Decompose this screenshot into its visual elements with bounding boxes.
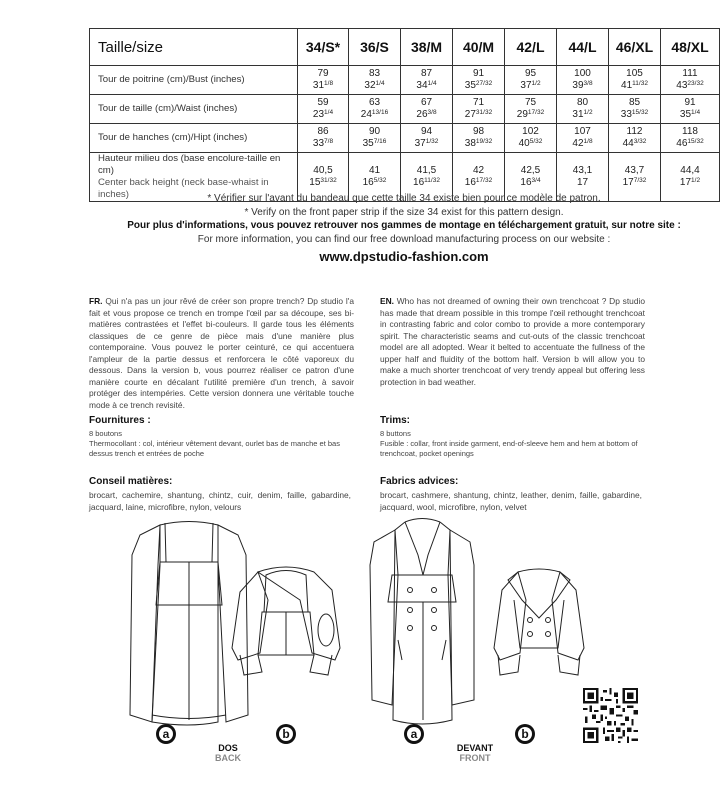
inch-value <box>557 138 608 150</box>
inch-whole: 34 <box>416 80 428 91</box>
size-value-cell <box>505 124 557 153</box>
size-header: 42/L <box>505 29 557 66</box>
inch-fraction: 17/32 <box>475 177 493 184</box>
inch-whole: 17 <box>622 177 634 188</box>
size-value-cell <box>505 66 557 95</box>
info-fr: Pour plus d'informations, vous pouvez retrouver nos gammes de montage en téléchargement gratuit, sur notre site : <box>127 220 681 231</box>
inch-fraction: 31/32 <box>320 177 337 184</box>
inch-whole: 31 <box>572 109 584 120</box>
supplies-text-fr <box>89 429 359 459</box>
size-row <box>90 124 720 153</box>
inch-whole: 17 <box>576 177 589 188</box>
cm-value: 83 <box>368 68 381 79</box>
size-header: 44/L <box>557 29 609 66</box>
inch-whole: 44 <box>622 138 634 149</box>
inch-fraction: 1/4 <box>691 109 701 116</box>
fr-text: Qui n'a pas un jour rêvé de créer son propre trench? Dp studio l'a fait et vous propose ce trench en trompe l'œil par sa découpe, ses bi-matières contrastées et l'effet bi-couleurs. Il garde tous les éléments classiques de ce genre de pièce mais d'une manière plus contemporaine. Vous pouvez le porter ceinturé, ce qui accentuera l'ampleur de la partie dessus et renforcera le côté vaporeux du dessous. Dans la version b, vous pourrez réaliser ce patron d'une manière courte en décalant l'utilité première d'un trench, à savoir protéger des intempéries. Cette version donnera une véritable touche mode à ce trench revisité. <box>89 296 354 410</box>
note-en: * Verify on the front paper strip if the size 34 exist for this pattern design. <box>244 206 564 218</box>
inch-whole: 17 <box>679 177 692 188</box>
badge-front-a-label: a <box>407 727 421 741</box>
inch-fraction: 1/8 <box>583 138 593 145</box>
inch-whole: 16 <box>464 177 476 188</box>
size-value-cell <box>453 95 505 124</box>
inch-value <box>505 109 556 121</box>
size-row <box>90 95 720 124</box>
supplies-fusible-en: Fusible : collar, front inside garment, end-of-sleeve hem and hem at bottom of trenchcoat, pocket openings <box>380 439 638 458</box>
cm-value: 90 <box>368 126 381 137</box>
inch-fraction: 7/32 <box>633 177 647 184</box>
cm-value: 87 <box>420 68 433 79</box>
inch-value <box>661 138 719 150</box>
inch-value <box>453 138 504 150</box>
advice-title-en: Fabrics advices: <box>380 476 459 487</box>
note-fr: * Vérifier sur l'avant du bandeau que cette taille 34 existe bien pour ce modèle de patron. <box>207 193 601 204</box>
inch-fraction: 7/16 <box>373 138 387 145</box>
size-value-cell <box>453 124 505 153</box>
size-row <box>90 66 720 95</box>
website-link[interactable]: www.dpstudio-fashion.com <box>319 249 489 264</box>
size-value-cell <box>661 95 720 124</box>
size-header: 40/M <box>453 29 505 66</box>
measurement-label-fr: Hauteur milieu dos (base encolure-taille en cm) <box>98 153 281 176</box>
inch-value <box>401 109 452 121</box>
inch-value <box>661 80 719 92</box>
inch-value <box>505 80 556 92</box>
badge-back-b-label: b <box>279 727 293 741</box>
inch-whole: 37 <box>520 80 532 91</box>
size-header: 48/XL <box>661 29 720 66</box>
advice-title-fr: Conseil matières: <box>89 476 173 487</box>
size-header: 34/S* <box>298 29 349 66</box>
supplies-buttons-fr: 8 boutons <box>89 429 122 438</box>
inch-whole: 43 <box>676 80 688 91</box>
inch-whole: 37 <box>414 138 426 149</box>
inch-fraction: 1/8 <box>324 80 334 87</box>
cm-value: 86 <box>317 126 329 137</box>
cm-value: 59 <box>317 97 329 108</box>
inch-whole: 40 <box>518 138 530 149</box>
inch-whole: 26 <box>416 109 428 120</box>
size-value-cell <box>401 124 453 153</box>
inch-value <box>609 80 660 92</box>
cm-value: 102 <box>522 126 539 137</box>
inch-value <box>349 177 400 189</box>
size-value-cell <box>298 66 349 95</box>
inch-fraction: 5/32 <box>529 138 543 145</box>
inch-value <box>349 109 400 121</box>
cm-value: 105 <box>626 68 643 79</box>
inch-value <box>505 177 556 189</box>
label-front <box>450 743 500 763</box>
size-value-cell <box>349 95 401 124</box>
size-header: 38/M <box>401 29 453 66</box>
cm-value: 71 <box>472 97 485 108</box>
inch-whole: 16 <box>362 177 374 188</box>
fr-tag: FR. <box>89 296 103 306</box>
inch-value <box>401 80 452 92</box>
cm-value: 79 <box>317 68 329 79</box>
size-value-cell <box>557 95 609 124</box>
inch-fraction: 1/4 <box>375 80 385 87</box>
size-value-cell <box>298 124 349 153</box>
inch-whole: 41 <box>621 80 633 91</box>
advice-text-fr: brocart, cachemire, shantung, chintz, cuir, denim, faille, gabardine, jacquard, laine, microfibre, nylon, velours <box>89 490 351 512</box>
inch-fraction: 17/32 <box>527 109 545 116</box>
supplies-title-fr: Fournitures : <box>89 415 151 426</box>
inch-fraction: 1/32 <box>425 138 439 145</box>
cm-value: 100 <box>574 68 591 79</box>
inch-whole: 33 <box>620 109 632 120</box>
inch-value <box>298 80 348 92</box>
label-back-en: BACK <box>215 753 241 763</box>
badge-front-b-label: b <box>518 727 532 741</box>
en-text: Who has not dreamed of owning their own trenchcoat ? Dp studio has made that dream possible in this trompe l'œil rethought trenchcoat in contrasting fabric and color combo to provide a more contemporary spirit. The characteristic seams and cut-outs of the classic trenchcoat model are all adopted. Wear it belted to accentuate the fullness of the upper half and fluidity of the bottom half. Version b will allow you to make a much shorter trenchcoat of very trendy appeal but offering less protection in bad weather. <box>380 296 646 387</box>
size-value-cell <box>557 124 609 153</box>
cm-value: 42 <box>472 165 485 176</box>
cm-value: 94 <box>420 126 433 137</box>
cm-value: 63 <box>368 97 381 108</box>
inch-value <box>298 109 348 121</box>
description-en <box>380 296 645 388</box>
inch-whole: 39 <box>572 80 584 91</box>
advice-text-en: brocart, cashmere, shantung, chintz, leather, denim, faille, gabardine, jacquard, wool, microfibre, nylon, velvet <box>380 490 642 512</box>
size-value-cell <box>661 124 720 153</box>
inch-whole: 24 <box>360 109 372 120</box>
inch-fraction: 11/32 <box>632 80 648 87</box>
inch-value <box>298 138 348 150</box>
size-value-cell <box>453 66 505 95</box>
size-value-cell <box>609 124 661 153</box>
size-header-row <box>90 29 720 66</box>
badge-front-a <box>404 724 424 744</box>
size-value-cell <box>557 66 609 95</box>
cm-value: 112 <box>626 126 643 137</box>
inch-whole: 46 <box>676 138 688 149</box>
en-tag: EN. <box>380 296 394 306</box>
inch-value <box>557 177 608 189</box>
back-view-b-drawing <box>232 567 340 675</box>
size-chart-table <box>89 28 720 202</box>
cm-value: 67 <box>420 97 433 108</box>
inch-whole: 42 <box>572 138 584 149</box>
inch-fraction: 15/32 <box>687 138 704 145</box>
inch-whole: 33 <box>312 138 325 149</box>
inch-whole: 27 <box>464 109 476 120</box>
cm-value: 42,5 <box>520 165 541 176</box>
inch-whole: 16 <box>413 177 425 188</box>
size-header-label: Taille/size <box>90 29 298 66</box>
inch-value <box>505 138 556 150</box>
cm-value: 98 <box>472 126 485 137</box>
inch-whole: 35 <box>362 138 374 149</box>
inch-whole: 31 <box>312 80 325 91</box>
inch-value <box>609 138 660 150</box>
size-value-cell <box>349 124 401 153</box>
description-fr <box>89 296 354 411</box>
inch-whole: 29 <box>516 109 528 120</box>
cm-value: 40,5 <box>313 165 333 176</box>
inch-fraction: 13/16 <box>371 109 389 116</box>
size-value-cell <box>349 66 401 95</box>
supplies-text-en <box>380 429 650 459</box>
inch-fraction: 1/2 <box>691 177 701 184</box>
inch-whole: 32 <box>364 80 376 91</box>
cm-value: 107 <box>574 126 591 137</box>
inch-value <box>453 177 504 189</box>
inch-fraction: 23/32 <box>687 80 704 87</box>
inch-whole: 15 <box>309 177 321 188</box>
measurement-label: Tour de poitrine (cm)/Bust (inches) <box>90 66 298 95</box>
supplies-title-en: Trims: <box>380 415 411 426</box>
inch-fraction: 3/32 <box>633 138 647 145</box>
inch-value <box>401 138 452 150</box>
inch-fraction: 5/32 <box>373 177 387 184</box>
measurement-label: Tour de taille (cm)/Waist (inches) <box>90 95 298 124</box>
back-view-a-drawing <box>130 522 248 726</box>
measurement-label-en: Center back height (neck base-whaist in inches) <box>98 177 269 200</box>
inch-value <box>349 80 400 92</box>
inch-whole: 38 <box>464 138 476 149</box>
inch-value <box>661 177 719 189</box>
inch-fraction: 11/32 <box>424 177 440 184</box>
cm-value: 44,4 <box>680 165 700 176</box>
supplies-buttons-en: 8 buttons <box>380 429 411 438</box>
cm-value: 75 <box>524 97 537 108</box>
cm-value: 111 <box>682 68 698 79</box>
size-value-cell <box>609 95 661 124</box>
cm-value: 41,5 <box>416 165 437 176</box>
inch-fraction: 27/32 <box>475 80 493 87</box>
inch-fraction: 19/32 <box>475 138 493 145</box>
badge-front-b <box>515 724 535 744</box>
cm-value: 91 <box>472 68 485 79</box>
measurement-label: Tour de hanches (cm)/Hipt (inches) <box>90 124 298 153</box>
inch-value <box>557 80 608 92</box>
label-front-fr: DEVANT <box>456 743 494 753</box>
inch-value <box>609 109 660 121</box>
badge-back-b <box>276 724 296 744</box>
size-value-cell <box>505 95 557 124</box>
cm-value: 41 <box>368 165 381 176</box>
inch-fraction: 7/8 <box>324 138 334 145</box>
inch-whole: 35 <box>679 109 692 120</box>
badge-back-a-label: a <box>159 727 173 741</box>
inch-whole: 35 <box>464 80 476 91</box>
inch-value <box>453 80 504 92</box>
size-value-cell <box>401 95 453 124</box>
cm-value: 118 <box>682 126 698 137</box>
size-header: 46/XL <box>609 29 661 66</box>
inch-fraction: 3/8 <box>583 80 593 87</box>
inch-value <box>298 177 348 189</box>
inch-fraction: 15/32 <box>631 109 649 116</box>
inch-value <box>661 109 719 121</box>
supplies-fusible-fr: Thermocollant : col, intérieur vêtement devant, ourlet bas de manche et bas dessus trench et entrées de poche <box>89 439 340 458</box>
cm-value: 43,1 <box>572 165 593 176</box>
inch-fraction: 3/8 <box>427 109 437 116</box>
inch-value <box>401 177 452 189</box>
inch-fraction: 3/4 <box>531 177 541 184</box>
inch-value <box>349 138 400 150</box>
size-notes <box>89 192 719 264</box>
inch-value <box>609 177 660 189</box>
inch-fraction: 1/2 <box>531 80 541 87</box>
inch-whole: 23 <box>312 109 325 120</box>
inch-whole: 16 <box>520 177 532 188</box>
size-value-cell <box>401 66 453 95</box>
size-value-cell <box>661 66 720 95</box>
cm-value: 43,7 <box>624 165 645 176</box>
inch-value <box>453 109 504 121</box>
qr-code-icon[interactable] <box>583 688 638 743</box>
label-front-en: FRONT <box>459 753 491 763</box>
size-value-cell <box>609 66 661 95</box>
inch-fraction: 1/4 <box>324 109 334 116</box>
inch-value <box>557 109 608 121</box>
front-view-a-drawing <box>370 519 474 725</box>
label-back <box>208 743 248 763</box>
size-value-cell <box>298 95 349 124</box>
size-header: 36/S <box>349 29 401 66</box>
cm-value: 80 <box>576 97 589 108</box>
inch-fraction: 31/32 <box>475 109 493 116</box>
info-en: For more information, you can find our free download manufacturing process on our website : <box>197 233 611 245</box>
inch-fraction: 1/4 <box>427 80 437 87</box>
badge-back-a <box>156 724 176 744</box>
inch-fraction: 1/2 <box>583 109 593 116</box>
cm-value: 95 <box>524 68 537 79</box>
front-view-b-drawing <box>494 569 584 675</box>
cm-value: 85 <box>628 97 641 108</box>
label-back-fr: DOS <box>218 743 238 753</box>
cm-value: 91 <box>684 97 696 108</box>
